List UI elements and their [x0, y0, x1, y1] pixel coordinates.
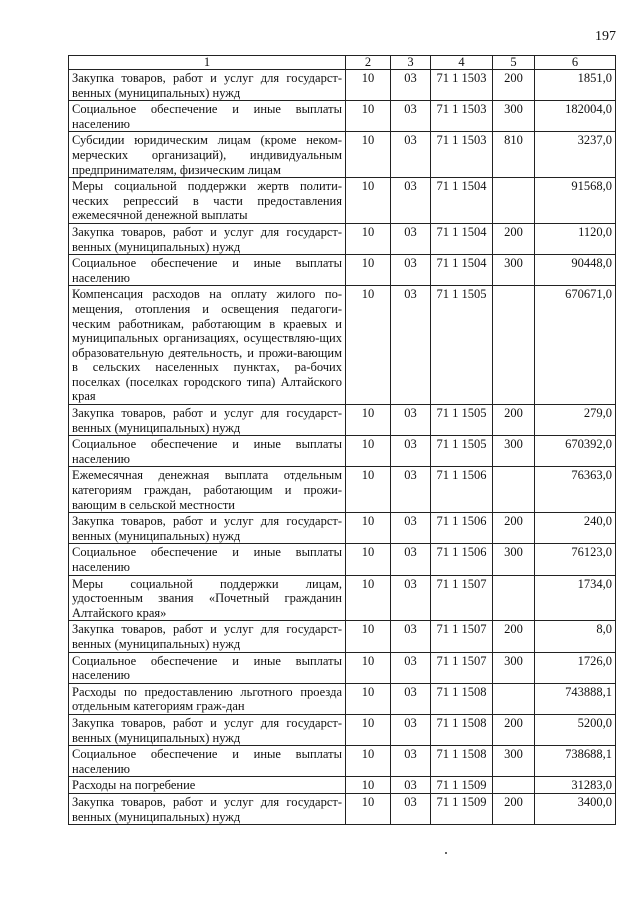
target-article-cell: 71 1 1503: [431, 132, 493, 178]
subsection-cell: 03: [391, 652, 431, 683]
expense-type-cell: 300: [493, 436, 535, 467]
subsection-cell: 03: [391, 746, 431, 777]
header-cell: 1: [69, 56, 346, 70]
section-cell: 10: [346, 405, 391, 436]
expense-name-cell: Социальное обеспечение и иные выплаты населению: [69, 746, 346, 777]
expense-type-cell: 200: [493, 223, 535, 254]
table-row: [69, 544, 616, 575]
section-cell: 10: [346, 467, 391, 513]
subsection-cell: 03: [391, 544, 431, 575]
table-row: [69, 746, 616, 777]
expense-type-cell: 200: [493, 405, 535, 436]
expense-type-cell: 200: [493, 70, 535, 101]
expense-type-cell: 200: [493, 714, 535, 745]
table-row: [69, 467, 616, 513]
table-row: [69, 101, 616, 132]
section-cell: 10: [346, 777, 391, 794]
table-row: [69, 575, 616, 621]
expense-name-cell: Компенсация расходов на оплату жилого по-мещения, отопления и освещения педагоги-ческим работникам, работающим в краевых и муниципальных организациях, осуществляю-щих образовательную деятельность, и прожи-вающим в сельских населенных пунктах, ра-бочих поселках (поселках городского типа) Алтайского края: [69, 286, 346, 405]
target-article-cell: 71 1 1504: [431, 223, 493, 254]
target-article-cell: 71 1 1506: [431, 513, 493, 544]
expense-type-cell: 200: [493, 621, 535, 652]
header-cell: 3: [391, 56, 431, 70]
expense-name-cell: Закупка товаров, работ и услуг для государст-венных (муниципальных) нужд: [69, 793, 346, 824]
budget-table: [68, 55, 616, 825]
table-row: [69, 286, 616, 405]
section-cell: 10: [346, 132, 391, 178]
subsection-cell: 03: [391, 683, 431, 714]
amount-cell: 670671,0: [535, 286, 616, 405]
header-cell: 4: [431, 56, 493, 70]
expense-name-cell: Закупка товаров, работ и услуг для государст-венных (муниципальных) нужд: [69, 223, 346, 254]
expense-name-cell: Закупка товаров, работ и услуг для государст-венных (муниципальных) нужд: [69, 513, 346, 544]
subsection-cell: 03: [391, 70, 431, 101]
expense-name-cell: Социальное обеспечение и иные выплаты населению: [69, 255, 346, 286]
target-article-cell: 71 1 1508: [431, 714, 493, 745]
subsection-cell: 03: [391, 405, 431, 436]
section-cell: 10: [346, 544, 391, 575]
target-article-cell: 71 1 1507: [431, 575, 493, 621]
target-article-cell: 71 1 1504: [431, 255, 493, 286]
target-article-cell: 71 1 1509: [431, 793, 493, 824]
subsection-cell: 03: [391, 793, 431, 824]
amount-cell: 670392,0: [535, 436, 616, 467]
table-row: [69, 70, 616, 101]
expense-type-cell: [493, 777, 535, 794]
subsection-cell: 03: [391, 621, 431, 652]
amount-cell: 76123,0: [535, 544, 616, 575]
header-row: [69, 56, 616, 70]
target-article-cell: 71 1 1505: [431, 286, 493, 405]
amount-cell: 76363,0: [535, 467, 616, 513]
amount-cell: 1734,0: [535, 575, 616, 621]
section-cell: 10: [346, 714, 391, 745]
amount-cell: 8,0: [535, 621, 616, 652]
expense-name-cell: Социальное обеспечение и иные выплаты населению: [69, 101, 346, 132]
expense-name-cell: Закупка товаров, работ и услуг для государст-венных (муниципальных) нужд: [69, 621, 346, 652]
amount-cell: 182004,0: [535, 101, 616, 132]
target-article-cell: 71 1 1508: [431, 683, 493, 714]
amount-cell: 3237,0: [535, 132, 616, 178]
expense-name-cell: Закупка товаров, работ и услуг для государст-венных (муниципальных) нужд: [69, 405, 346, 436]
subsection-cell: 03: [391, 436, 431, 467]
target-article-cell: 71 1 1508: [431, 746, 493, 777]
page-number: 197: [595, 29, 616, 44]
expense-type-cell: 300: [493, 746, 535, 777]
amount-cell: 738688,1: [535, 746, 616, 777]
section-cell: 10: [346, 223, 391, 254]
table-row: [69, 793, 616, 824]
target-article-cell: 71 1 1507: [431, 621, 493, 652]
subsection-cell: 03: [391, 575, 431, 621]
section-cell: 10: [346, 683, 391, 714]
amount-cell: 279,0: [535, 405, 616, 436]
header-cell: 5: [493, 56, 535, 70]
table-row: [69, 178, 616, 224]
target-article-cell: 71 1 1506: [431, 467, 493, 513]
target-article-cell: 71 1 1503: [431, 101, 493, 132]
section-cell: 10: [346, 70, 391, 101]
table-row: [69, 223, 616, 254]
subsection-cell: 03: [391, 777, 431, 794]
target-article-cell: 71 1 1509: [431, 777, 493, 794]
subsection-cell: 03: [391, 286, 431, 405]
expense-name-cell: Субсидии юридическим лицам (кроме неком-мерческих организаций), индивидуальным предпринимателям, физическим лицам: [69, 132, 346, 178]
subsection-cell: 03: [391, 513, 431, 544]
section-cell: 10: [346, 652, 391, 683]
table-row: [69, 132, 616, 178]
amount-cell: 743888,1: [535, 683, 616, 714]
expense-type-cell: 810: [493, 132, 535, 178]
expense-type-cell: 300: [493, 255, 535, 286]
section-cell: 10: [346, 746, 391, 777]
amount-cell: 1120,0: [535, 223, 616, 254]
section-cell: 10: [346, 255, 391, 286]
subsection-cell: 03: [391, 467, 431, 513]
table-row: [69, 255, 616, 286]
subsection-cell: 03: [391, 178, 431, 224]
scan-speck: [445, 852, 447, 854]
target-article-cell: 71 1 1505: [431, 436, 493, 467]
section-cell: 10: [346, 286, 391, 405]
expense-name-cell: Социальное обеспечение и иные выплаты населению: [69, 544, 346, 575]
table-row: [69, 436, 616, 467]
target-article-cell: 71 1 1507: [431, 652, 493, 683]
expense-name-cell: Меры социальной поддержки жертв полити-ческих репрессий в части предоставления ежемесячной денежной выплаты: [69, 178, 346, 224]
table-row: [69, 652, 616, 683]
expense-type-cell: 300: [493, 544, 535, 575]
subsection-cell: 03: [391, 255, 431, 286]
header-cell: 2: [346, 56, 391, 70]
target-article-cell: 71 1 1503: [431, 70, 493, 101]
section-cell: 10: [346, 178, 391, 224]
table-row: [69, 513, 616, 544]
section-cell: 10: [346, 621, 391, 652]
target-article-cell: 71 1 1506: [431, 544, 493, 575]
header-cell: 6: [535, 56, 616, 70]
expense-type-cell: 300: [493, 101, 535, 132]
expense-type-cell: [493, 178, 535, 224]
expense-type-cell: [493, 286, 535, 405]
table-row: [69, 621, 616, 652]
expense-name-cell: Ежемесячная денежная выплата отдельным категориям граждан, работающим и прожи-вающим в сельской местности: [69, 467, 346, 513]
amount-cell: 1726,0: [535, 652, 616, 683]
section-cell: 10: [346, 513, 391, 544]
expense-type-cell: 300: [493, 652, 535, 683]
amount-cell: 5200,0: [535, 714, 616, 745]
table-row: [69, 714, 616, 745]
expense-type-cell: [493, 467, 535, 513]
amount-cell: 91568,0: [535, 178, 616, 224]
expense-type-cell: [493, 683, 535, 714]
expense-type-cell: 200: [493, 793, 535, 824]
amount-cell: 1851,0: [535, 70, 616, 101]
subsection-cell: 03: [391, 223, 431, 254]
expense-name-cell: Закупка товаров, работ и услуг для государст-венных (муниципальных) нужд: [69, 70, 346, 101]
section-cell: 10: [346, 436, 391, 467]
expense-name-cell: Социальное обеспечение и иные выплаты населению: [69, 652, 346, 683]
expense-name-cell: Закупка товаров, работ и услуг для государст-венных (муниципальных) нужд: [69, 714, 346, 745]
expense-name-cell: Расходы на погребение: [69, 777, 346, 794]
amount-cell: 31283,0: [535, 777, 616, 794]
target-article-cell: 71 1 1504: [431, 178, 493, 224]
section-cell: 10: [346, 575, 391, 621]
subsection-cell: 03: [391, 714, 431, 745]
expense-name-cell: Социальное обеспечение и иные выплаты населению: [69, 436, 346, 467]
target-article-cell: 71 1 1505: [431, 405, 493, 436]
expense-type-cell: 200: [493, 513, 535, 544]
table-row: [69, 777, 616, 794]
section-cell: 10: [346, 101, 391, 132]
table-row: [69, 405, 616, 436]
table-row: [69, 683, 616, 714]
subsection-cell: 03: [391, 132, 431, 178]
amount-cell: 240,0: [535, 513, 616, 544]
section-cell: 10: [346, 793, 391, 824]
amount-cell: 90448,0: [535, 255, 616, 286]
amount-cell: 3400,0: [535, 793, 616, 824]
expense-name-cell: Меры социальной поддержки лицам, удостоенным звания «Почетный гражданин Алтайского края»: [69, 575, 346, 621]
expense-name-cell: Расходы по предоставлению льготного проезда отдельным категориям граж-дан: [69, 683, 346, 714]
subsection-cell: 03: [391, 101, 431, 132]
expense-type-cell: [493, 575, 535, 621]
